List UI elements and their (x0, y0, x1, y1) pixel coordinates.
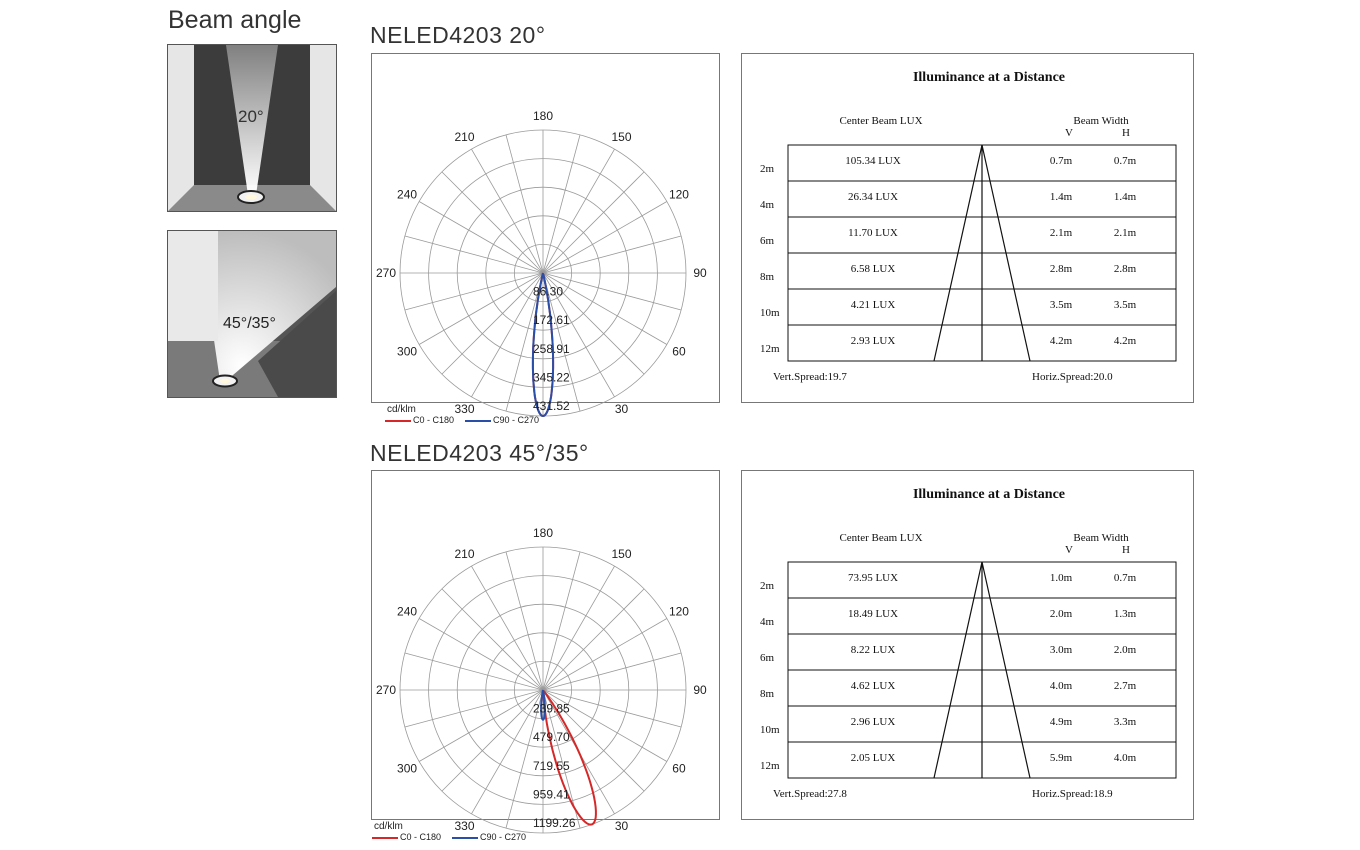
row-width-h: 3.3m (1113, 716, 1137, 728)
polar-angle-label: 60 (672, 344, 686, 359)
row-distance: 4m (760, 199, 775, 211)
row-width-h: 4.0m (1113, 752, 1137, 764)
row-center-lux: 6.58 LUX (850, 263, 896, 275)
legend-swatch-c90 (465, 420, 491, 422)
polar-angle-label: 90 (693, 266, 707, 280)
col-center-lux: Center Beam LUX (839, 115, 923, 127)
legend-label-c0: C0 - C180 (413, 415, 455, 425)
legend-swatch-c0 (385, 420, 411, 422)
row-distance: 10m (760, 307, 780, 319)
legend-label-c90: C90 - C270 (480, 832, 527, 842)
row-width-v: 3.0m (1049, 644, 1073, 656)
radial-tick-label: 172.61 (533, 313, 570, 328)
radial-tick-label: 239.85 (533, 701, 570, 716)
polar-spoke (442, 273, 543, 374)
row-distance: 8m (760, 688, 775, 700)
polar-angle-label: 270 (375, 683, 397, 697)
polar-spoke (543, 653, 681, 690)
polar-spoke (405, 273, 543, 310)
row-width-v: 1.0m (1049, 572, 1073, 584)
row-center-lux: 26.34 LUX (847, 191, 899, 203)
row-center-lux: 105.34 LUX (845, 155, 901, 167)
polar-spoke (543, 566, 615, 690)
polar-spoke (472, 566, 544, 690)
col-v: V (1065, 127, 1073, 139)
narrow-beam-icon (168, 45, 336, 211)
row-distance: 4m (760, 616, 775, 628)
polar-spoke (543, 149, 615, 273)
polar-spoke (405, 236, 543, 273)
polar-angle-label: 60 (672, 761, 686, 776)
row-distance: 2m (760, 163, 775, 175)
row-center-lux: 73.95 LUX (847, 572, 899, 584)
row-width-v: 2.8m (1049, 263, 1073, 275)
beam-angle-title: Beam angle (168, 6, 302, 34)
polar-spoke (419, 690, 543, 762)
polar-angle-label: 30 (614, 401, 629, 416)
polar-angle-label: 330 (454, 818, 475, 833)
polar-angle-label: 120 (668, 604, 689, 619)
row-center-lux: 2.96 LUX (850, 716, 896, 728)
row-distance: 6m (760, 235, 775, 247)
lux-svg (742, 54, 1193, 402)
radial-tick-label: 345.22 (533, 370, 570, 385)
table-title: Illuminance at a Distance (912, 70, 1066, 85)
polar-spoke (419, 202, 543, 274)
section-title-20: NELED4203 20° (370, 22, 546, 48)
row-width-h: 3.5m (1113, 299, 1137, 311)
illuminance-table-45-35 (741, 470, 1194, 820)
polar-spoke (543, 135, 580, 273)
legend-unit: cd/klm (374, 821, 403, 832)
wide-beam-icon (168, 231, 336, 397)
polar-angle-label: 210 (454, 547, 475, 562)
row-distance: 8m (760, 271, 775, 283)
legend-swatch-c0 (372, 837, 398, 839)
beam-illustration-wide (167, 230, 337, 398)
radial-tick-label: 258.91 (533, 341, 570, 356)
legend-label-c0: C0 - C180 (400, 832, 442, 842)
row-width-v: 4.2m (1049, 335, 1073, 347)
row-distance: 6m (760, 652, 775, 664)
row-width-h: 2.1m (1113, 227, 1137, 239)
col-beam-width: Beam Width (1073, 532, 1129, 544)
row-center-lux: 11.70 LUX (848, 227, 898, 239)
legend-20 (385, 401, 565, 427)
polar-spoke (405, 653, 543, 690)
row-distance: 12m (760, 343, 780, 355)
row-width-h: 0.7m (1113, 572, 1137, 584)
row-center-lux: 4.62 LUX (850, 680, 896, 692)
row-width-v: 2.0m (1049, 608, 1073, 620)
radial-tick-label: 959.41 (533, 787, 570, 802)
row-width-v: 5.9m (1049, 752, 1073, 764)
polar-spoke (472, 149, 544, 273)
polar-spoke (543, 172, 644, 273)
polar-spoke (543, 202, 667, 274)
row-width-v: 2.1m (1049, 227, 1073, 239)
row-width-h: 2.0m (1113, 644, 1137, 656)
polar-spoke (442, 589, 543, 690)
horiz-spread: Horiz.Spread:20.0 (1032, 371, 1113, 383)
polar-angle-label: 180 (532, 109, 554, 123)
legend-45-35 (372, 818, 552, 844)
radial-tick-label: 431.52 (533, 399, 570, 413)
radial-tick-label: 479.70 (533, 730, 570, 745)
polar-spoke (543, 619, 667, 691)
row-width-h: 1.4m (1113, 191, 1137, 203)
row-width-h: 4.2m (1113, 335, 1137, 347)
polar-spoke (506, 135, 543, 273)
polar-angle-label: 270 (375, 266, 397, 280)
legend-unit: cd/klm (387, 404, 416, 415)
row-center-lux: 2.93 LUX (850, 335, 896, 347)
legend-label-c90: C90 - C270 (493, 415, 540, 425)
row-distance: 2m (760, 580, 775, 592)
polar-spoke (543, 236, 681, 273)
row-width-h: 0.7m (1113, 155, 1137, 167)
illuminance-table-20 (741, 53, 1194, 403)
polar-spoke (543, 552, 580, 690)
polar-angle-label: 210 (454, 130, 475, 145)
polar-angle-label: 300 (397, 344, 418, 359)
col-h: H (1122, 544, 1130, 556)
row-distance: 10m (760, 724, 780, 736)
polar-spoke (405, 690, 543, 727)
polar-angle-label: 120 (668, 187, 689, 202)
row-width-h: 1.3m (1113, 608, 1137, 620)
col-v: V (1065, 544, 1073, 556)
col-center-lux: Center Beam LUX (839, 532, 923, 544)
row-center-lux: 2.05 LUX (850, 752, 896, 764)
polar-angle-label: 240 (397, 604, 418, 619)
polar-spoke (419, 619, 543, 691)
polar-angle-label: 150 (611, 547, 632, 562)
row-width-v: 4.0m (1049, 680, 1073, 692)
row-width-h: 2.7m (1113, 680, 1137, 692)
polar-angle-label: 240 (397, 187, 418, 202)
radial-tick-label: 1199.26 (533, 816, 576, 830)
polar-spoke (543, 273, 681, 310)
legend-swatch-c90 (452, 837, 478, 839)
polar-spoke (442, 172, 543, 273)
polar-angle-label: 180 (532, 526, 554, 540)
polar-angle-label: 150 (611, 130, 632, 145)
row-center-lux: 18.49 LUX (847, 608, 899, 620)
row-width-v: 3.5m (1049, 299, 1073, 311)
table-title: Illuminance at a Distance (912, 487, 1066, 502)
row-distance: 12m (760, 760, 780, 772)
radial-tick-label: 719.55 (533, 758, 570, 773)
vert-spread: Vert.Spread:19.7 (773, 371, 847, 383)
row-width-h: 2.8m (1113, 263, 1137, 275)
row-width-v: 4.9m (1049, 716, 1073, 728)
narrow-angle-label: 20° (238, 107, 264, 126)
wide-angle-label: 45°/35° (223, 315, 276, 332)
polar-angle-label: 300 (397, 761, 418, 776)
polar-spoke (442, 690, 543, 791)
radial-tick-label: 86.30 (533, 284, 564, 299)
row-center-lux: 8.22 LUX (850, 644, 896, 656)
col-h: H (1122, 127, 1130, 139)
row-center-lux: 4.21 LUX (850, 299, 896, 311)
section-title-45-35: NELED4203 45°/35° (370, 440, 589, 466)
polar-angle-label: 330 (454, 401, 475, 416)
row-width-v: 1.4m (1049, 191, 1073, 203)
col-beam-width: Beam Width (1073, 115, 1129, 127)
lux-svg (742, 471, 1193, 819)
row-width-v: 0.7m (1049, 155, 1073, 167)
beam-illustration-narrow (167, 44, 337, 212)
vert-spread: Vert.Spread:27.8 (773, 788, 847, 800)
horiz-spread: Horiz.Spread:18.9 (1032, 788, 1113, 800)
polar-angle-label: 90 (693, 683, 707, 697)
polar-spoke (506, 552, 543, 690)
polar-spoke (419, 273, 543, 345)
polar-angle-label: 30 (614, 818, 629, 833)
polar-spoke (543, 589, 644, 690)
